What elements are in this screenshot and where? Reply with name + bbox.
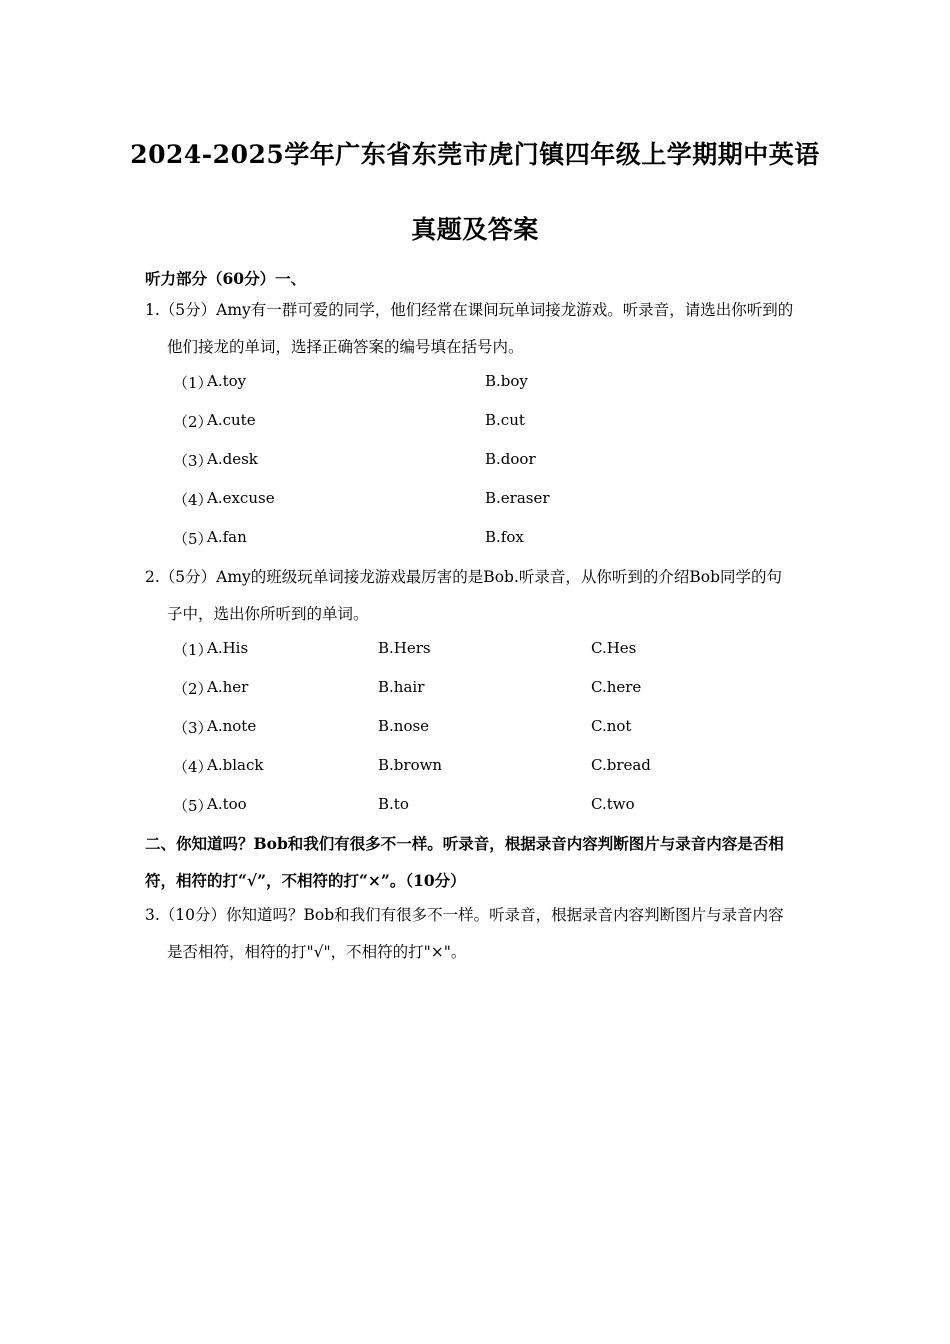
q2-option-b: B.hair (378, 678, 425, 696)
q2-option-a: A.her (207, 678, 249, 696)
q1-option-a: A.cute (207, 411, 256, 429)
q1-option-b: B.cut (485, 411, 525, 429)
q1-option-a: A.desk (207, 450, 258, 468)
q2-option-c: C.not (591, 717, 632, 735)
q1-option-a: A.fan (207, 528, 247, 546)
q2-item-num: （3） (173, 719, 213, 737)
q1-line1: 1.（5分）Amy有一群可爱的同学，他们经常在课间玩单词接龙游戏。听录音，请选出你听到的 (145, 301, 794, 319)
q2-option-b: B.to (378, 795, 409, 813)
q2-item-num: （1） (173, 641, 213, 659)
section2-line2: 符，相符的打“√”，不相符的打“×”。（10分） (145, 871, 466, 890)
q1-item-num: （3） (173, 452, 213, 470)
q2-option-b: B.nose (378, 717, 430, 735)
section1-heading: 听力部分（60分）一、 (145, 269, 307, 288)
q1-option-b: B.door (485, 450, 536, 468)
q3-line2: 是否相符，相符的打"√"，不相符的打"×"。 (167, 943, 467, 961)
q2-line2: 子中，选出你所听到的单词。 (167, 605, 369, 623)
q2-option-c: C.two (591, 795, 635, 813)
q2-option-b: B.brown (378, 756, 443, 774)
q2-option-a: A.too (207, 795, 247, 813)
q1-item-num: （1） (173, 374, 213, 392)
q1-option-b: B.eraser (485, 489, 550, 507)
q1-option-a: A.excuse (207, 489, 275, 507)
page-title-line1: 2024-2025学年广东省东莞市虎门镇四年级上学期期中英语 (130, 140, 820, 169)
page-title-line2: 真题及答案 (411, 215, 539, 244)
q2-option-b: B.Hers (378, 639, 431, 657)
q2-option-a: A.black (207, 756, 264, 774)
q1-item-num: （4） (173, 491, 213, 509)
q2-option-c: C.here (591, 678, 642, 696)
q1-line2: 他们接龙的单词，选择正确答案的编号填在括号内。 (167, 338, 524, 356)
q1-item-num: （2） (173, 413, 213, 431)
q1-item-num: （5） (173, 530, 213, 548)
q2-item-num: （2） (173, 680, 213, 698)
q1-option-b: B.boy (485, 372, 528, 390)
q2-option-c: C.bread (591, 756, 651, 774)
q2-line1: 2.（5分）Amy的班级玩单词接龙游戏最厉害的是Bob.听录音，从你听到的介绍Bob同学的句 (145, 568, 783, 586)
q1-option-a: A.toy (207, 372, 247, 390)
q2-option-c: C.Hes (591, 639, 637, 657)
q3-line1: 3.（10分）你知道吗？Bob和我们有很多不一样。听录音，根据录音内容判断图片与录音内容 (145, 906, 784, 924)
q2-option-a: A.note (207, 717, 257, 735)
q1-option-b: B.fox (485, 528, 524, 546)
q2-item-num: （5） (173, 797, 213, 815)
section2-line1: 二、你知道吗？Bob和我们有很多不一样。听录音，根据录音内容判断图片与录音内容是否相 (145, 834, 784, 853)
q2-item-num: （4） (173, 758, 213, 776)
q2-option-a: A.His (207, 639, 249, 657)
